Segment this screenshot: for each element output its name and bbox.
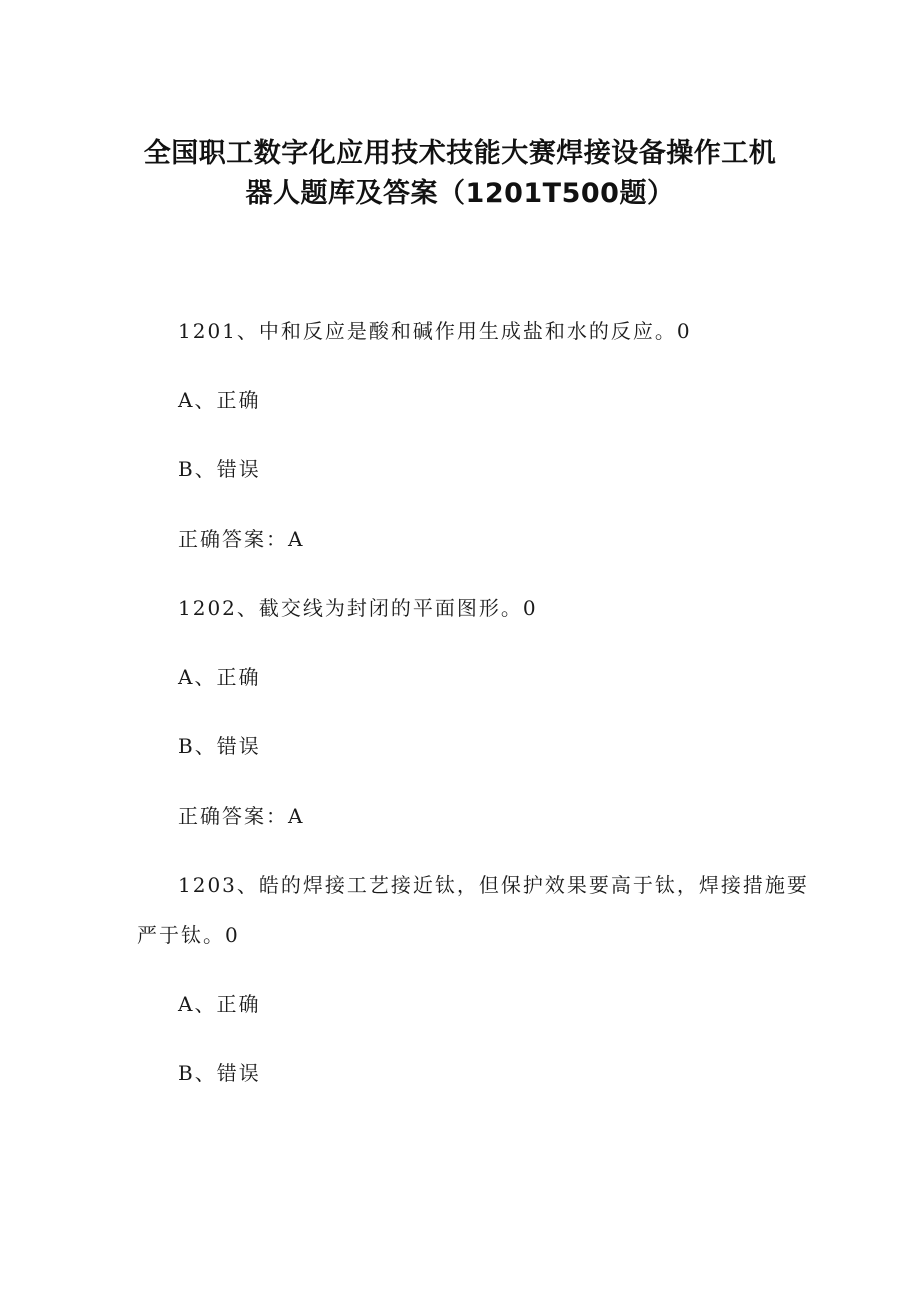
question-1202-answer: 正确答案：A	[178, 804, 305, 828]
document-title-line-1: 全国职工数字化应用技术技能大赛焊接设备操作工机	[143, 138, 777, 169]
question-1203-stem-line-1: 1203、皓的焊接工艺接近钛，但保护效果要高于钛，焊接措施要	[178, 873, 809, 897]
question-1203-option-b: B、错误	[178, 1061, 261, 1085]
question-1201-stem: 1201、中和反应是酸和碱作用生成盐和水的反应。0	[178, 319, 692, 343]
question-1202-stem: 1202、截交线为封闭的平面图形。0	[178, 596, 538, 620]
question-1202-option-b: B、错误	[178, 734, 261, 758]
question-1201-option-b: B、错误	[178, 457, 261, 481]
question-1202-option-a: A、正确	[178, 665, 261, 689]
question-1203-option-a: A、正确	[178, 992, 261, 1016]
question-1203-stem-line-2: 严于钛。0	[137, 923, 240, 947]
question-1201-answer: 正确答案：A	[178, 527, 305, 551]
question-1201-option-a: A、正确	[178, 388, 261, 412]
document-title-line-2: 器人题库及答案（1201T500题）	[245, 178, 675, 209]
